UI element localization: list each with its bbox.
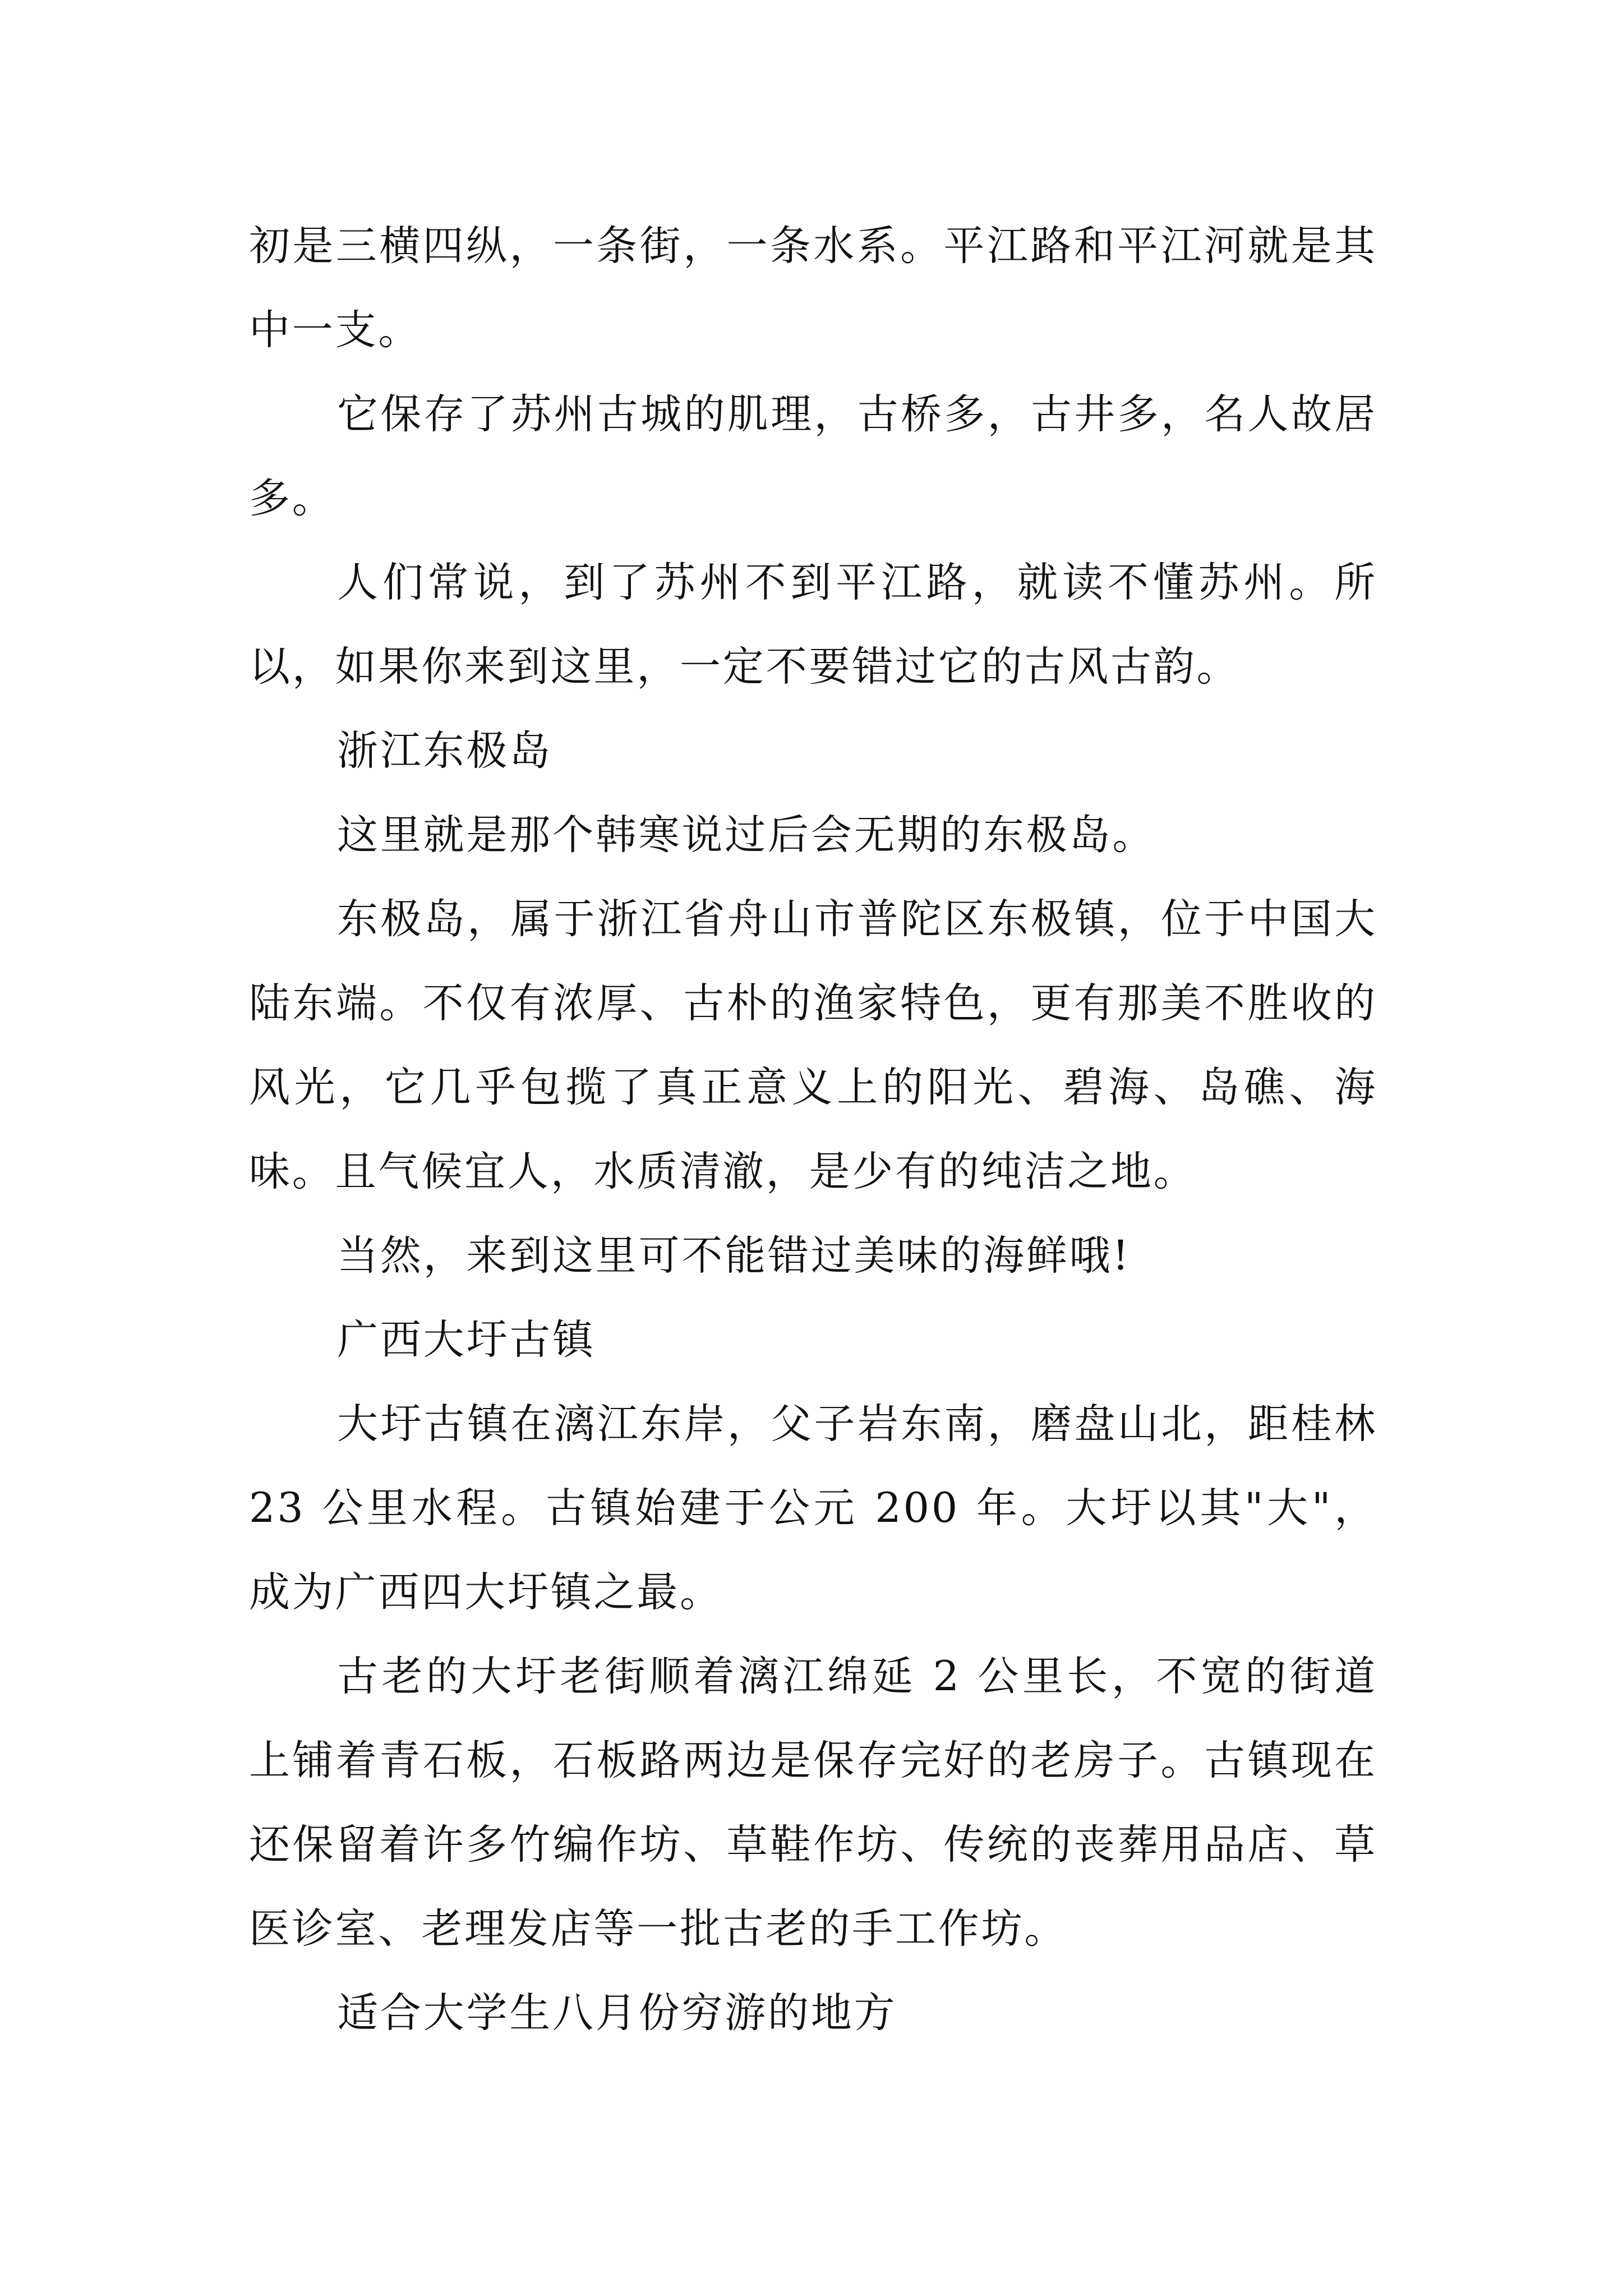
section-heading-dongji-island: 浙江东极岛 <box>337 727 552 775</box>
paragraph-3: 人们常说，到了苏州不到平江路，就读不懂苏州。所以，如果你来到这里，一定不要错过它的古风古韵。 <box>249 559 1377 691</box>
paragraph-1: 初是三横四纵，一条街，一条水系。平江路和平江河就是其中一支。 <box>249 222 1377 354</box>
paragraph-6: 东极岛，属于浙江省舟山市普陀区东极镇，位于中国大陆东端。不仅有浓厚、古朴的渔家特色，更有那美不胜收的风光，它几乎包揽了真正意义上的阳光、碧海、岛礁、海味。且气候宜人，水质清澈，是少有的纯洁之地。 <box>249 895 1377 1195</box>
section-heading-august-travel: 适合大学生八月份穷游的地方 <box>337 1989 897 2037</box>
section-heading-daxu-town: 广西大圩古镇 <box>337 1316 596 1364</box>
document-body <box>249 204 1377 2055</box>
paragraph-2: 它保存了苏州古城的肌理，古桥多，古井多，名人故居多。 <box>249 390 1377 522</box>
paragraph-9: 大圩古镇在漓江东岸，父子岩东南，磨盘山北，距桂林 23 公里水程。古镇始建于公元 200 年。大圩以其"大"，成为广西四大圩镇之最。 <box>249 1400 1377 1616</box>
paragraph-10: 古老的大圩老街顺着漓江绵延 2 公里长，不宽的街道上铺着青石板，石板路两边是保存完好的老房子。古镇现在还保留着许多竹编作坊、草鞋作坊、传统的丧葬用品店、草医诊室、老理发店等一批古老的手工作坊。 <box>249 1653 1377 1953</box>
paragraph-7: 当然，来到这里可不能错过美味的海鲜哦! <box>337 1232 1131 1280</box>
paragraph-5: 这里就是那个韩寒说过后会无期的东极岛。 <box>337 811 1156 859</box>
